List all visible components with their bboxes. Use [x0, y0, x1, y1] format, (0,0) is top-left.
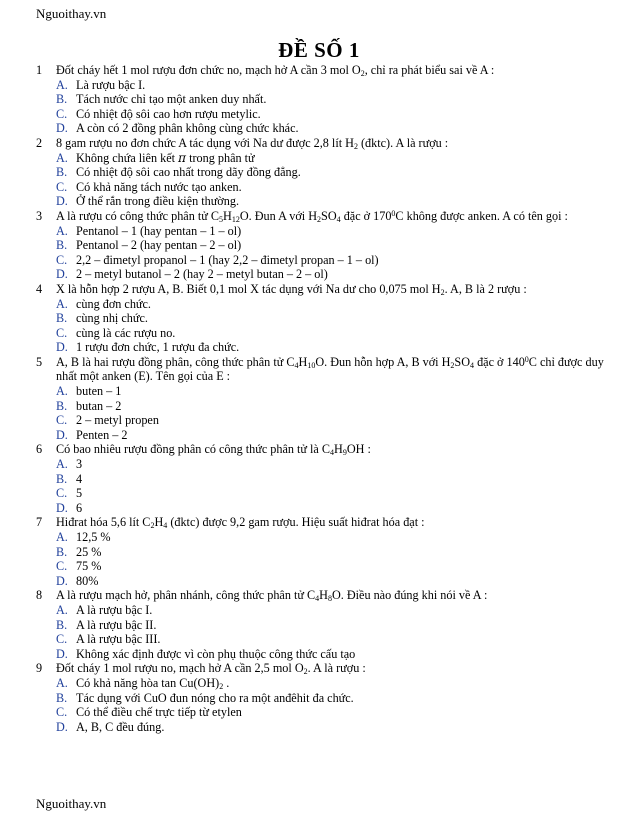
option-c: [36, 705, 606, 720]
option-a: [36, 530, 606, 545]
option-text: cùng đơn chức.: [76, 296, 151, 311]
option-letter: A.: [56, 675, 68, 690]
option-d: [36, 340, 606, 355]
option-letter: C.: [56, 632, 68, 647]
option-letter: A.: [56, 602, 68, 617]
question-number: 9: [36, 661, 43, 676]
option-letter: C.: [56, 106, 68, 121]
option-d: [36, 267, 606, 282]
option-b: [36, 545, 606, 560]
option-d: [36, 194, 606, 209]
option-letter: D.: [56, 719, 68, 734]
question-4: [36, 282, 606, 355]
question-text: Đốt cháy hết 1 mol rượu đơn chức no, mạch hở A cần 3 mol $O_2$, chỉ ra phát biểu sai về A :: [56, 63, 495, 78]
option-c: [36, 180, 606, 195]
option-a: [36, 78, 606, 93]
question-text: Có bao nhiêu rượu đồng phân có công thức phân tử là $C_4H_9OH$ :: [56, 442, 371, 458]
option-letter: C.: [56, 559, 68, 574]
option-letter: D.: [56, 340, 68, 355]
question-number: 2: [36, 135, 43, 150]
option-letter: A.: [56, 384, 68, 399]
question-7: [36, 515, 606, 588]
option-text: A, B, C đều đúng.: [76, 719, 165, 734]
option-letter: C.: [56, 413, 68, 428]
question-text: A, B là hai rượu đồng phân, công thức phân tử $C_4H_{10}O$. Đun hỗn hợp A, B với $H_2SO_4$ đặc ở $140^0C$ chỉ được duy nhất một anken (E). Tên gọi của E :: [56, 354, 604, 384]
option-text: 1 rượu đơn chức, 1 rượu đa chức.: [76, 340, 240, 355]
option-text: cùng là các rượu no.: [76, 325, 176, 340]
question-text: X là hỗn hợp 2 rượu A, B. Biết 0,1 mol X tác dụng với Na dư cho 0,075 mol $H_2$. A, B là 2 rượu :: [56, 281, 527, 297]
option-text: Penten – 2: [76, 427, 128, 442]
question-number: 1: [36, 63, 43, 77]
option-letter: D.: [56, 121, 68, 136]
option-text: Có khả năng hòa $\tan Cu(OH)_2$ .: [76, 675, 230, 691]
question-text: A là rượu mạch hở, phân nhánh, công thức phân tử $C_4H_8O$. Điều nào đúng khi nói về A :: [56, 588, 488, 604]
question-text: A là rượu có công thức phân tử $C_5H_{12}O$. Đun A với $H_2SO_4$ đặc ở $170^0C$ không được anken. A có tên gọi :: [56, 208, 568, 224]
question-number: 6: [36, 442, 43, 457]
option-c: [36, 253, 606, 268]
option-c: [36, 326, 606, 341]
option-d: [36, 574, 606, 589]
option-letter: D.: [56, 267, 68, 282]
option-c: [36, 486, 606, 501]
question-1: [36, 63, 606, 136]
question-number: 5: [36, 354, 43, 369]
option-text: A là rượu bậc II.: [76, 617, 157, 632]
option-text: Tác dụng với CuO đun nóng cho ra một anđêhit đa chức.: [76, 690, 354, 705]
option-letter: D.: [56, 427, 68, 442]
option-letter: C.: [56, 252, 68, 267]
option-letter: B.: [56, 165, 68, 180]
question-5: [36, 355, 606, 443]
option-a: [36, 297, 606, 312]
option-c: [36, 413, 606, 428]
option-letter: C.: [56, 486, 68, 501]
question-9: [36, 661, 606, 734]
option-a: [36, 457, 606, 472]
option-letter: C.: [56, 705, 68, 720]
option-b: [36, 92, 606, 107]
option-b: [36, 691, 606, 706]
option-letter: C.: [56, 325, 68, 340]
option-d: [36, 501, 606, 516]
option-text: 2 – metyl propen: [76, 413, 159, 428]
option-b: [36, 399, 606, 414]
option-d: [36, 720, 606, 735]
option-c: [36, 559, 606, 574]
question-text: Đốt cháy 1 mol rượu no, mạch hở A cần 2,5 mol $O_2$. A là rượu :: [56, 661, 366, 677]
option-text: Không chứa liên kết π trong phân tử: [76, 150, 255, 165]
option-text: Là rượu bậc I.: [76, 77, 146, 92]
option-d: [36, 647, 606, 662]
option-letter: A.: [56, 150, 68, 165]
option-text: 6: [76, 500, 83, 515]
option-letter: A.: [56, 457, 68, 472]
option-d: [36, 428, 606, 443]
option-a: [36, 603, 606, 618]
option-c: [36, 107, 606, 122]
option-text: Có nhiệt độ sôi cao hơn rượu metylic.: [76, 106, 261, 121]
question-number: 4: [36, 281, 43, 296]
option-text: 12,5 %: [76, 530, 111, 544]
option-letter: B.: [56, 398, 68, 413]
option-letter: A.: [56, 530, 68, 544]
option-letter: D.: [56, 500, 68, 515]
question-list: [36, 63, 606, 734]
option-text: cùng nhị chức.: [76, 311, 148, 326]
option-letter: B.: [56, 471, 68, 486]
option-letter: D.: [56, 646, 68, 661]
option-text: 3: [76, 457, 83, 472]
option-letter: B.: [56, 617, 68, 632]
option-c: [36, 632, 606, 647]
option-text: butan – 2: [76, 398, 122, 413]
option-text: Pentanol – 2 (hay pentan – 2 – ol): [76, 238, 242, 253]
page-footer: Nguoithay.vn: [36, 796, 107, 811]
option-a: [36, 224, 606, 239]
option-a: [36, 384, 606, 399]
option-letter: B.: [56, 311, 68, 326]
option-text: 4: [76, 471, 83, 486]
option-letter: C.: [56, 179, 68, 194]
option-d: [36, 121, 606, 136]
option-text: 5: [76, 486, 83, 501]
option-text: 2 – metyl butanol – 2 (hay 2 – metyl butan – 2 – ol): [76, 267, 328, 282]
option-text: buten – 1: [76, 384, 122, 399]
question-3: [36, 209, 606, 282]
option-text: A là rượu bậc III.: [76, 632, 161, 647]
page-header: Nguoithay.vn: [36, 6, 107, 21]
option-text: A là rượu bậc I.: [76, 602, 153, 617]
option-b: [36, 472, 606, 487]
question-number: 8: [36, 588, 43, 603]
page-title: ĐỀ SỐ 1: [278, 38, 360, 62]
question-text: Hiđrat hóa 5,6 lít $C_2H_4$ (đktc) được 9,2 gam rượu. Hiệu suất hiđrat hóa đạt :: [56, 515, 425, 531]
option-text: Không xác định được vì còn phụ thuộc công thức cấu tạo: [76, 646, 356, 661]
option-letter: B.: [56, 92, 68, 107]
option-b: [36, 618, 606, 633]
option-text: 25 %: [76, 544, 102, 559]
option-a: [36, 676, 606, 691]
option-text: 2,2 – đimetyl propanol – 1 (hay 2,2 – đimetyl propan – 1 – ol): [76, 252, 379, 267]
option-text: Pentanol – 1 (hay pentan – 1 – ol): [76, 223, 242, 238]
option-text: Có thể điều chế trực tiếp từ etylen: [76, 705, 242, 720]
option-letter: D.: [56, 194, 68, 209]
option-letter: B.: [56, 238, 68, 253]
option-text: Có khả năng tách nước tạo anken.: [76, 179, 242, 194]
option-text: Có nhiệt độ sôi cao nhất trong dãy đồng đẳng.: [76, 165, 301, 180]
question-8: [36, 588, 606, 661]
question-text: 8 gam rượu no đơn chức A tác dụng với Na dư được 2,8 lít $H_2$ (đktc). A là rượu :: [56, 135, 449, 151]
option-letter: A.: [56, 77, 68, 92]
option-letter: A.: [56, 223, 68, 238]
question-number: 3: [36, 208, 43, 223]
option-text: A còn có 2 đồng phân không cùng chức khác.: [76, 121, 299, 136]
pi-symbol: π: [178, 150, 187, 165]
option-text: 80%: [76, 573, 99, 588]
question-6: [36, 442, 606, 515]
option-letter: D.: [56, 573, 68, 588]
option-text: Ở thể rắn trong điều kiện thường.: [76, 194, 239, 209]
option-text: Tách nước chỉ tạo một anken duy nhất.: [76, 92, 267, 107]
option-text: 75 %: [76, 559, 102, 574]
option-b: [36, 238, 606, 253]
question-2: [36, 136, 606, 209]
option-letter: A.: [56, 296, 68, 311]
option-b: [36, 165, 606, 180]
option-a: [36, 151, 606, 166]
question-number: 7: [36, 515, 43, 530]
option-letter: B.: [56, 544, 68, 559]
option-b: [36, 311, 606, 326]
option-letter: B.: [56, 690, 68, 705]
